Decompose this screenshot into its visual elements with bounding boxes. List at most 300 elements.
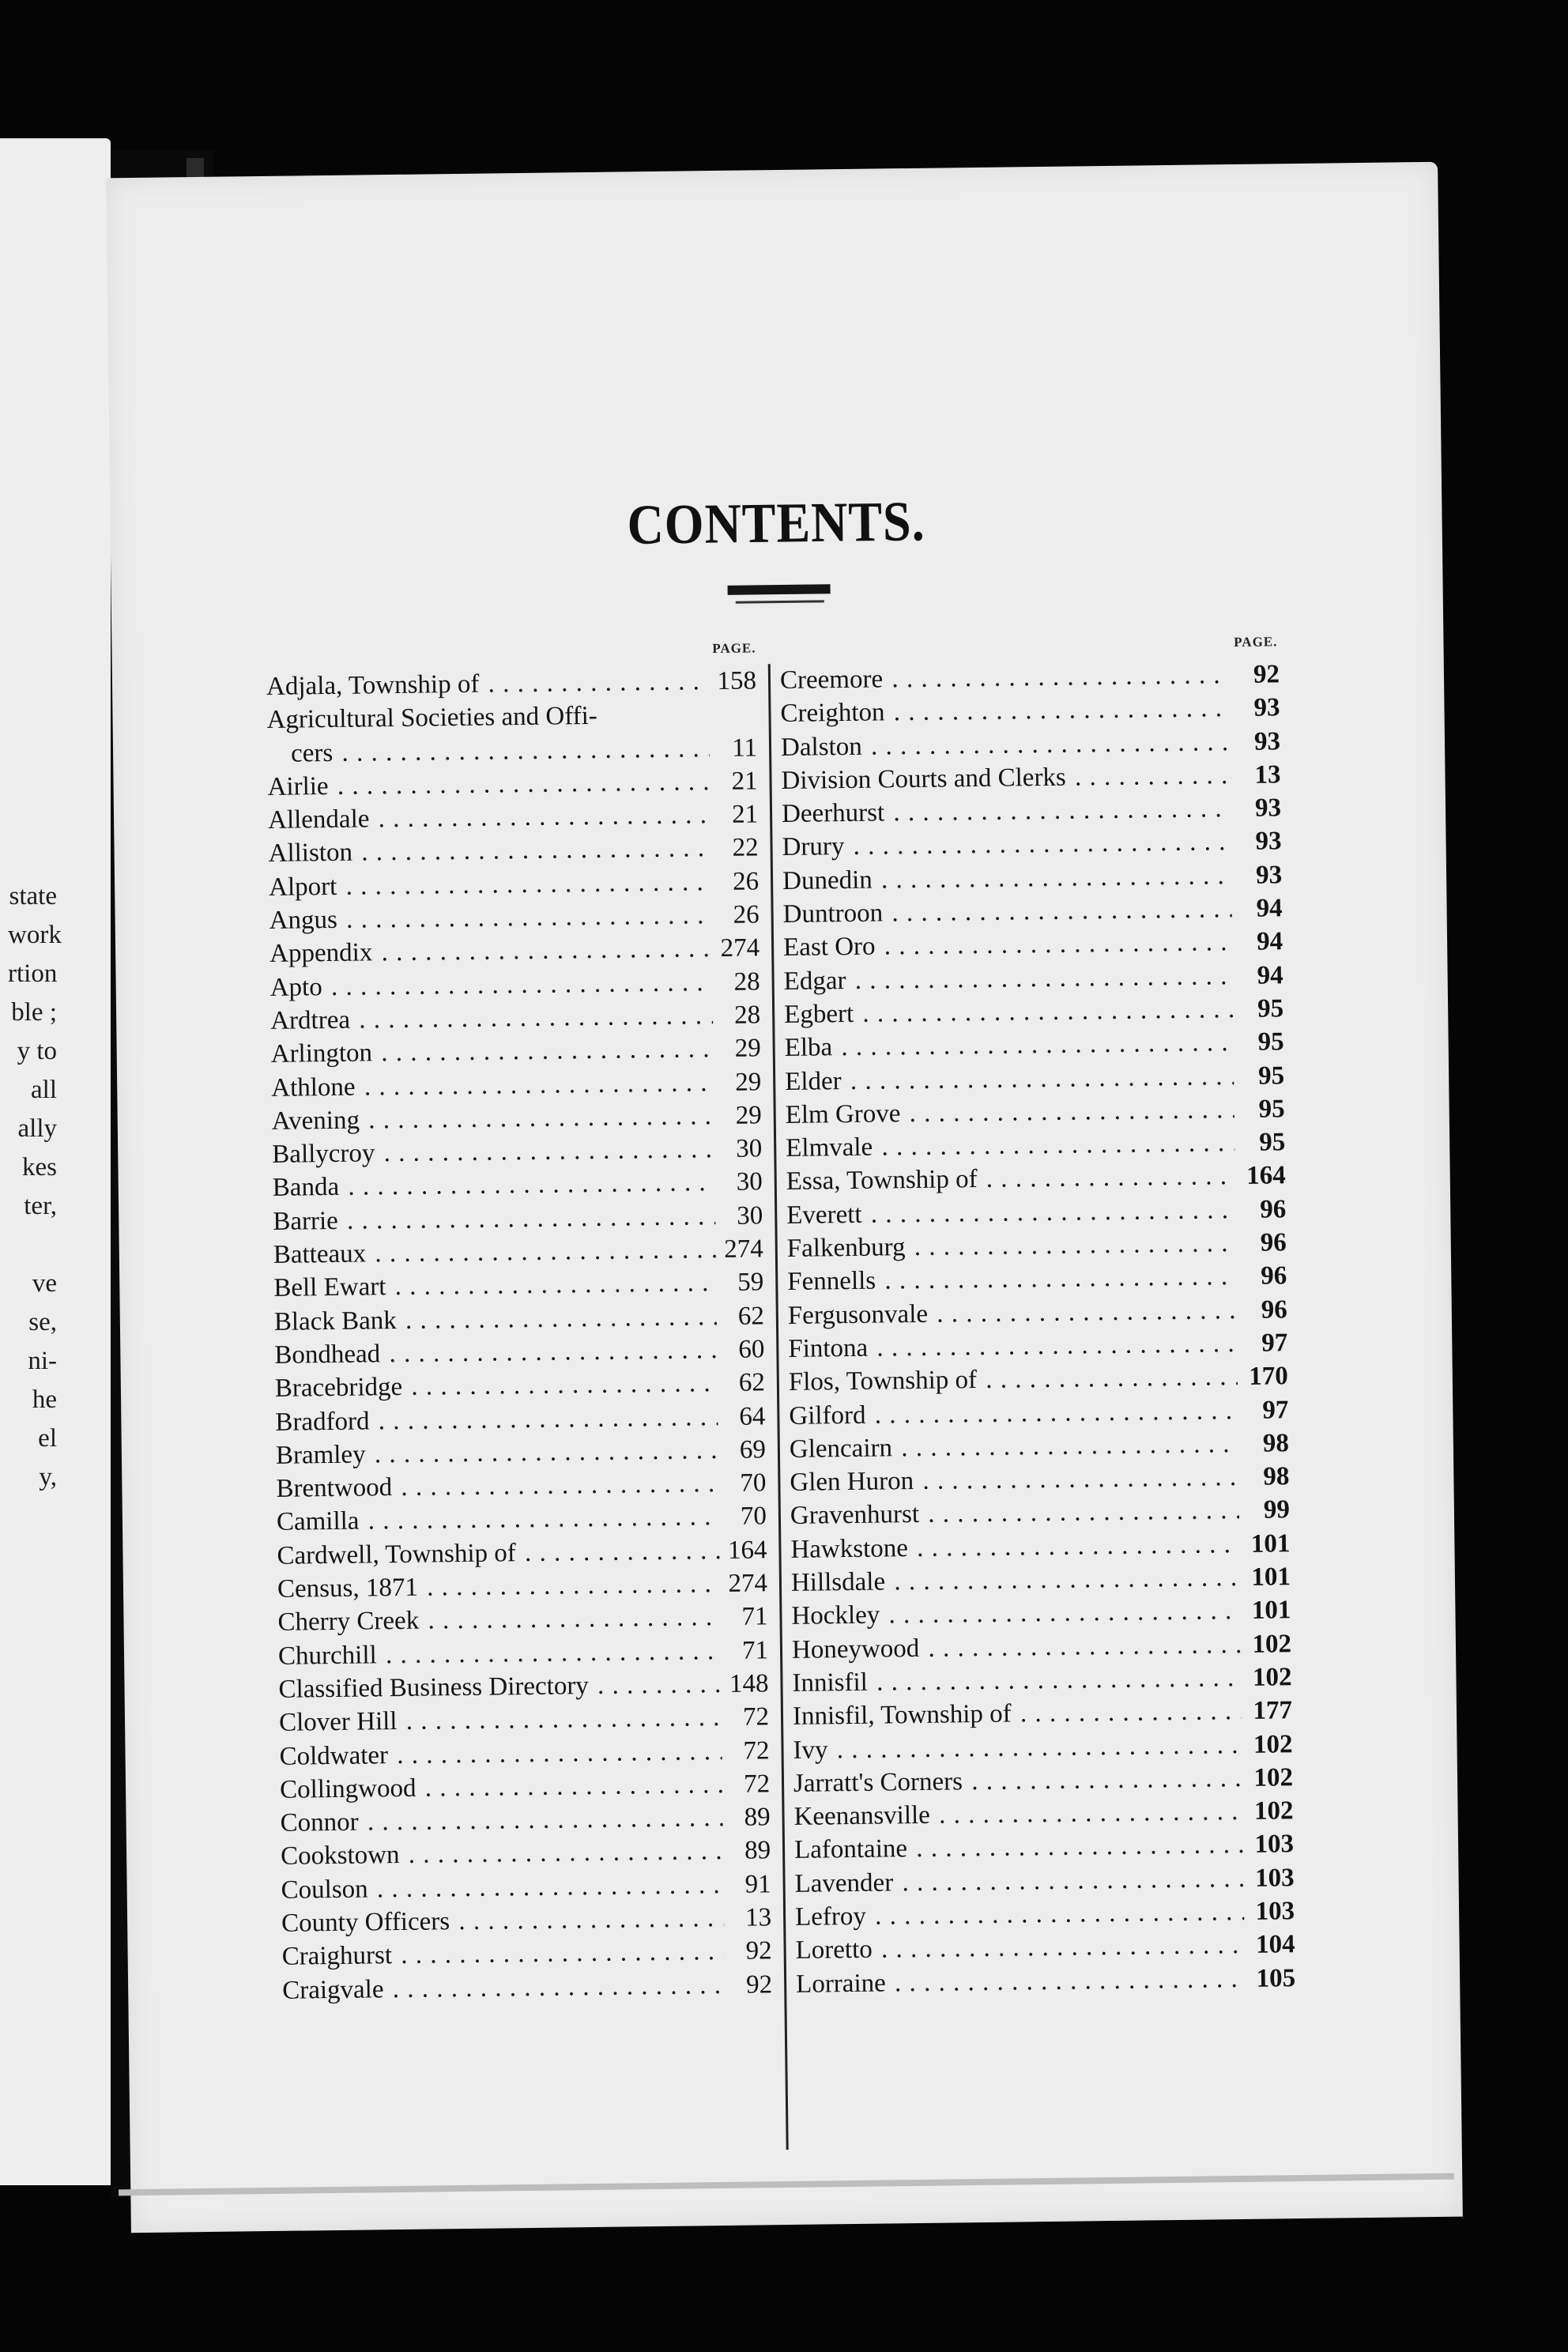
entry-title: Angus: [269, 905, 338, 936]
entry-title-wrap: [275, 1366, 718, 1405]
entry-title: Census, 1871: [277, 1573, 419, 1604]
contents-entry: [282, 1968, 772, 2007]
entry-title-wrap: [266, 665, 709, 703]
entry-title: Loretto: [795, 1935, 873, 1966]
contents-entry: [281, 1901, 771, 1940]
entry-page-number: 26: [711, 865, 760, 899]
contents-entry: [782, 825, 1282, 865]
title-rule-thin: [736, 600, 824, 603]
entry-title-wrap: [785, 1060, 1234, 1099]
entry-title-wrap: [270, 1032, 713, 1071]
page-header-label: PAGE.: [712, 640, 756, 657]
contents-entry: [784, 1059, 1285, 1099]
entry-title: Alport: [268, 872, 337, 902]
entry-title-wrap: [273, 1266, 716, 1305]
entry-title-wrap: [267, 765, 710, 804]
entry-title: Lorraine: [795, 1969, 886, 1999]
entry-title-wrap: [786, 1159, 1235, 1198]
facing-page-line: ble ;: [11, 998, 57, 1027]
entry-title: Bell Ewart: [273, 1272, 386, 1303]
entry-title-wrap: [790, 1494, 1239, 1532]
entry-title: Brentwood: [276, 1473, 393, 1504]
contents-entry: [277, 1600, 767, 1640]
entry-page-number: 13: [724, 1901, 772, 1935]
contents-entry: [280, 1767, 770, 1807]
contents-entry: [793, 1728, 1293, 1767]
entry-title-wrap: [780, 658, 1229, 697]
contents-entry: [281, 1834, 771, 1874]
entry-title: Fergusonvale: [787, 1299, 929, 1330]
contents-entry: [782, 892, 1283, 932]
contents-entry: [277, 1533, 767, 1573]
facing-page-line: ter,: [24, 1192, 57, 1220]
contents-entry: [791, 1627, 1292, 1667]
contents-entry: [788, 1326, 1288, 1366]
contents-entry: [273, 1232, 763, 1272]
entry-page-number: 102: [1244, 1627, 1292, 1661]
entry-title: Lafontaine: [793, 1834, 908, 1865]
entry-page-number: 28: [712, 965, 760, 999]
entry-title: Hawkstone: [790, 1533, 909, 1564]
entry-title: Churchill: [277, 1640, 377, 1671]
entry-page-number: 93: [1232, 692, 1280, 726]
contents-entry: [793, 1761, 1294, 1800]
entry-title-wrap: [782, 826, 1231, 865]
entry-page-number: 105: [1248, 1962, 1296, 1996]
entry-title-wrap: [782, 892, 1231, 931]
entry-title: Egbert: [783, 999, 854, 1029]
entry-page-number: 164: [719, 1533, 767, 1567]
contents-entry: [270, 998, 760, 1038]
entry-title: Craighurst: [281, 1941, 393, 1972]
entry-page-number: 30: [715, 1199, 763, 1233]
entry-page-number: 72: [722, 1734, 770, 1768]
facing-page-line: [8, 1226, 111, 1265]
entry-title: Agricultural Societies and Offi-: [266, 702, 597, 735]
entry-page-number: 93: [1234, 791, 1282, 825]
entry-title: Duntroon: [782, 899, 884, 929]
entry-page-number: 94: [1235, 925, 1283, 959]
entry-title-wrap: [794, 1862, 1243, 1901]
entry-title: Gravenhurst: [790, 1500, 920, 1531]
entry-title-wrap: [785, 1093, 1234, 1132]
entry-page-number: 274: [712, 932, 760, 966]
entry-title: Alliston: [268, 839, 353, 869]
entry-title: Batteaux: [273, 1239, 367, 1269]
entry-page-number: 62: [717, 1299, 765, 1333]
contents-entry: [279, 1734, 769, 1773]
entry-title: Jarratt's Corners: [793, 1767, 963, 1798]
contents-entry: [271, 1065, 761, 1105]
entry-page-number: 95: [1236, 1026, 1284, 1060]
facing-page-line: el: [38, 1424, 57, 1453]
entry-title: Connor: [280, 1807, 359, 1838]
entry-title-wrap: [794, 1828, 1243, 1867]
entry-page-number: 30: [714, 1132, 763, 1166]
entry-page-number: 92: [725, 1968, 773, 2002]
contents-entry: [782, 858, 1283, 898]
entry-title: Allendale: [267, 805, 370, 835]
entry-title-wrap: [788, 1294, 1237, 1332]
entry-page-number: 29: [714, 1099, 762, 1133]
entry-title-wrap: [266, 698, 709, 737]
entry-title-wrap: [276, 1434, 718, 1472]
entry-title: Dunedin: [782, 865, 873, 895]
facing-page-text: [8, 877, 111, 1497]
entry-title-wrap: [782, 792, 1231, 831]
entry-page-number: 101: [1243, 1560, 1291, 1594]
entry-title-wrap: [273, 1167, 715, 1205]
entry-title-wrap: [792, 1628, 1241, 1667]
entry-page-number: 69: [718, 1433, 767, 1467]
entry-title-wrap: [291, 732, 710, 770]
entry-title-wrap: [281, 1902, 724, 1940]
contents-entry: [273, 1166, 763, 1205]
entry-title-wrap: [278, 1634, 721, 1673]
entry-page-number: 93: [1233, 725, 1281, 759]
contents-column-left: [266, 640, 772, 2007]
contents-entry: [785, 1092, 1285, 1132]
contents-entry: [268, 831, 758, 871]
entry-title: Avening: [271, 1106, 360, 1136]
entry-page-number: 96: [1239, 1260, 1287, 1294]
entry-page-number: 97: [1241, 1393, 1289, 1427]
contents-entry: [786, 1126, 1286, 1166]
entry-title: Coulson: [281, 1875, 368, 1905]
facing-page-line: ve: [32, 1269, 57, 1298]
entry-title: Fennells: [787, 1266, 876, 1297]
entry-page-number: 99: [1242, 1494, 1291, 1528]
facing-page-line: he: [32, 1385, 57, 1414]
entry-title: Innisfil, Township of: [792, 1699, 1012, 1732]
contents-entry: [274, 1332, 764, 1372]
facing-page-line: se,: [28, 1308, 57, 1336]
entry-title-wrap: [780, 692, 1229, 730]
entry-title-wrap: [787, 1260, 1236, 1298]
entry-title: Hockley: [791, 1600, 880, 1631]
entry-title-wrap: [786, 1193, 1235, 1232]
contents-entry: [269, 865, 759, 904]
entry-title: Ardtrea: [270, 1005, 351, 1035]
entry-title: Deerhurst: [781, 798, 885, 829]
entry-title-wrap: [281, 1834, 723, 1873]
entry-page-number: 26: [711, 898, 760, 932]
entry-title: Apto: [270, 972, 322, 1002]
entry-page-number: 95: [1236, 992, 1284, 1026]
entry-page-number: 22: [710, 831, 759, 865]
contents-entry: [273, 1199, 763, 1238]
facing-page-line: state: [9, 882, 57, 910]
contents-entry: [280, 1800, 770, 1840]
entry-title-wrap: [271, 1066, 714, 1105]
facing-page: [0, 138, 111, 2185]
entry-page-number: 93: [1234, 858, 1283, 892]
entry-title-wrap: [791, 1594, 1240, 1633]
facing-page-line: y to: [17, 1037, 57, 1065]
entry-page-number: 60: [717, 1332, 765, 1366]
entry-title-wrap: [273, 1233, 716, 1272]
entry-title-wrap: [282, 1969, 725, 2007]
entry-title: Honeywood: [791, 1634, 920, 1664]
contents-entry: [781, 792, 1282, 831]
contents-page: [106, 162, 1463, 2233]
contents-entry: [268, 798, 758, 838]
entry-title: Athlone: [271, 1072, 356, 1102]
contents-entry: [790, 1460, 1290, 1499]
entry-title-wrap: [278, 1668, 721, 1706]
contents-entry: [784, 1026, 1284, 1065]
entry-page-number: 30: [715, 1166, 763, 1200]
entry-page-number: 13: [1233, 758, 1281, 792]
entry-title-wrap: [275, 1400, 718, 1439]
entry-title: Dalston: [780, 732, 862, 762]
entry-page-number: 62: [718, 1366, 766, 1400]
entry-title-wrap: [277, 1534, 719, 1573]
entry-page-number: 92: [1232, 658, 1280, 692]
entry-page-number: 102: [1245, 1728, 1293, 1762]
page-header-label: PAGE.: [1234, 634, 1278, 650]
entry-page-number: 101: [1242, 1527, 1291, 1561]
entry-page-number: 70: [719, 1500, 767, 1534]
facing-page-line: kes: [22, 1153, 57, 1182]
entry-title: Bracebridge: [274, 1373, 403, 1404]
entry-title-wrap: [277, 1500, 719, 1539]
facing-page-line: all: [31, 1076, 57, 1104]
contents-entry: [279, 1700, 769, 1740]
entry-title-wrap: [274, 1333, 717, 1372]
contents-entry: [789, 1393, 1289, 1433]
entry-page-number: 164: [1238, 1159, 1286, 1193]
entry-title: Elba: [784, 1033, 833, 1063]
entry-page-number: 274: [716, 1232, 764, 1266]
entry-page-number: [709, 698, 756, 699]
contents-entry: [780, 725, 1281, 764]
contents-entry: [795, 1962, 1296, 2001]
entry-title: Elm Grove: [785, 1099, 901, 1129]
entry-title-wrap: [786, 1126, 1234, 1165]
entry-page-number: 11: [710, 731, 758, 765]
contents-entry: [274, 1299, 764, 1339]
entry-title-wrap: [783, 925, 1232, 964]
entry-title: Flos, Township of: [788, 1366, 978, 1397]
contents-entry: [786, 1226, 1287, 1265]
entry-title-wrap: [276, 1467, 718, 1506]
contents-entry: [792, 1660, 1292, 1700]
contents-entry: [791, 1594, 1291, 1634]
entry-title-wrap: [281, 1935, 724, 1973]
entry-page-number: 102: [1246, 1794, 1294, 1828]
contents-entry: [270, 932, 760, 971]
entry-page-number: 103: [1247, 1894, 1295, 1928]
entry-title: Keenansville: [793, 1800, 931, 1832]
contents-entry: [277, 1566, 767, 1606]
entry-title-wrap: [270, 999, 713, 1038]
entry-page-number: 59: [716, 1266, 764, 1300]
entry-page-number: 102: [1244, 1660, 1292, 1694]
entry-title-wrap: [793, 1728, 1242, 1766]
entry-title-wrap: [783, 959, 1232, 998]
contents-entry: [783, 959, 1283, 998]
facing-page-line: ni-: [28, 1347, 57, 1375]
page-title: CONTENTS.: [627, 489, 926, 556]
entry-title-wrap: [791, 1561, 1240, 1600]
entry-page-number: 95: [1237, 1059, 1285, 1093]
entry-title-wrap: [280, 1801, 722, 1840]
entry-title-wrap: [790, 1528, 1239, 1566]
entry-page-number: 95: [1238, 1125, 1286, 1159]
entry-page-number: 93: [1234, 825, 1282, 859]
entry-title: Glen Huron: [790, 1467, 914, 1498]
contents-entry: [278, 1634, 768, 1673]
entry-title: Lefroy: [794, 1902, 867, 1932]
entry-page-number: 158: [709, 664, 757, 698]
entry-page-number: 91: [723, 1868, 771, 1902]
entry-page-number: 28: [713, 998, 761, 1032]
contents-entry: [795, 1928, 1295, 1968]
entry-title-wrap: [269, 865, 711, 904]
contents-entry: [789, 1427, 1290, 1466]
entry-title: Cookstown: [280, 1841, 400, 1871]
entry-page-number: 21: [710, 764, 758, 798]
entry-title-wrap: [277, 1600, 720, 1639]
entry-page-number: 89: [723, 1834, 771, 1868]
entry-page-number: 71: [721, 1634, 769, 1668]
entry-title: Banda: [272, 1173, 340, 1203]
contents-entry: [269, 898, 759, 937]
entry-title-wrap: [280, 1768, 722, 1807]
entry-page-number: 92: [724, 1935, 772, 1969]
contents-entry: [787, 1260, 1287, 1299]
entry-page-number: 29: [714, 1065, 762, 1099]
entry-page-number: 170: [1241, 1359, 1289, 1393]
entry-title: Adjala, Township of: [266, 669, 480, 701]
entry-title-wrap: [789, 1360, 1238, 1399]
entry-title: Craigvale: [281, 1974, 384, 2005]
contents-entry: [270, 965, 760, 1004]
entry-page-number: 71: [720, 1600, 768, 1634]
contents-entry: [780, 692, 1280, 731]
entry-title: Lavender: [794, 1868, 894, 1898]
entry-title-wrap: [781, 726, 1230, 764]
entry-title-wrap: [782, 859, 1231, 898]
entry-title-wrap: [781, 759, 1230, 797]
entry-title: Division Courts and Clerks: [781, 763, 1067, 795]
entry-title-wrap: [272, 1133, 714, 1171]
entry-page-number: 177: [1245, 1694, 1293, 1728]
entry-title: Drury: [782, 832, 845, 862]
entry-page-number: 64: [718, 1400, 766, 1434]
entry-page-number: 96: [1240, 1293, 1288, 1327]
entry-title: Arlington: [270, 1038, 373, 1069]
contents-entry: [281, 1935, 771, 1974]
entry-title: Barrie: [273, 1206, 338, 1236]
entry-title: Bradford: [275, 1406, 370, 1437]
contents-entry: [277, 1500, 767, 1540]
entry-title-wrap: [273, 1200, 715, 1238]
entry-page-number: 103: [1246, 1828, 1295, 1862]
entry-title-wrap: [270, 932, 712, 971]
entry-title: Falkenburg: [786, 1233, 906, 1264]
entry-title-wrap: [789, 1394, 1238, 1433]
entry-title-wrap: [792, 1661, 1241, 1700]
contents-entry: [779, 658, 1280, 697]
contents-entry: [273, 1266, 763, 1306]
facing-page-line: rtion: [8, 959, 58, 988]
contents-entry: [787, 1293, 1288, 1332]
entry-title: Clover Hill: [278, 1707, 398, 1738]
contents-entry: [272, 1099, 762, 1138]
entry-page-number: 95: [1237, 1092, 1285, 1126]
entry-page-number: 98: [1242, 1427, 1290, 1461]
entry-title-wrap: [796, 1962, 1245, 2001]
entry-title: Coldwater: [279, 1740, 389, 1771]
entry-title: Hillsdale: [790, 1567, 886, 1597]
contents-entry: [272, 1132, 762, 1171]
entry-page-number: 101: [1243, 1594, 1291, 1628]
entry-title-wrap: [268, 832, 710, 871]
contents-entry: [783, 992, 1284, 1031]
entry-title-wrap: [269, 899, 711, 937]
entry-page-number: 148: [721, 1667, 769, 1701]
entry-title: Appendix: [269, 938, 373, 969]
entry-title-wrap: [795, 1928, 1244, 1967]
entry-title: Airlie: [267, 771, 329, 801]
entry-title-wrap: [277, 1567, 720, 1606]
contents-entry: [794, 1894, 1295, 1934]
contents-entry: [281, 1868, 771, 1907]
contents-entry: [793, 1828, 1295, 1868]
entry-title-wrap: [784, 1026, 1233, 1065]
facing-page-line: ally: [17, 1114, 57, 1143]
entry-title: Fintona: [788, 1333, 869, 1363]
entry-page-number: 29: [713, 1032, 761, 1066]
entry-title-wrap: [784, 993, 1233, 1031]
contents-entry: [270, 1032, 760, 1072]
entry-page-number: 97: [1240, 1326, 1288, 1360]
contents-entry: [793, 1794, 1294, 1834]
contents-entry: [790, 1494, 1291, 1533]
entry-page-number: 96: [1238, 1226, 1287, 1260]
contents-entry: [278, 1667, 768, 1706]
entry-title-wrap: [270, 966, 712, 1004]
entry-title-wrap: [787, 1227, 1236, 1265]
entry-title-wrap: [272, 1099, 714, 1138]
contents-entry: [786, 1193, 1287, 1232]
entry-title: Creighton: [780, 698, 885, 729]
entry-page-number: 104: [1247, 1928, 1295, 1962]
entry-title-wrap: [793, 1795, 1242, 1834]
entry-title-wrap: [790, 1461, 1238, 1499]
entry-title-wrap: [790, 1427, 1238, 1466]
entry-title-wrap: [268, 798, 710, 837]
entry-title-wrap: [788, 1327, 1237, 1366]
facing-page-line: work: [8, 921, 62, 949]
entry-title: Camilla: [276, 1507, 360, 1537]
entry-title-wrap: [274, 1300, 717, 1339]
contents-entry: [267, 764, 757, 804]
entry-title: Elder: [784, 1066, 842, 1096]
entry-title-wrap: [793, 1694, 1242, 1733]
entry-title: Ivy: [793, 1735, 828, 1765]
entry-title: Essa, Township of: [786, 1165, 978, 1197]
entry-page-number: 70: [718, 1466, 767, 1500]
entry-title: Gilford: [789, 1400, 866, 1430]
contents-entry: [788, 1360, 1289, 1400]
contents-entry: [782, 925, 1283, 965]
entry-title: Glencairn: [789, 1434, 893, 1464]
contents-entry: [267, 731, 757, 771]
title-rule: [728, 584, 831, 595]
